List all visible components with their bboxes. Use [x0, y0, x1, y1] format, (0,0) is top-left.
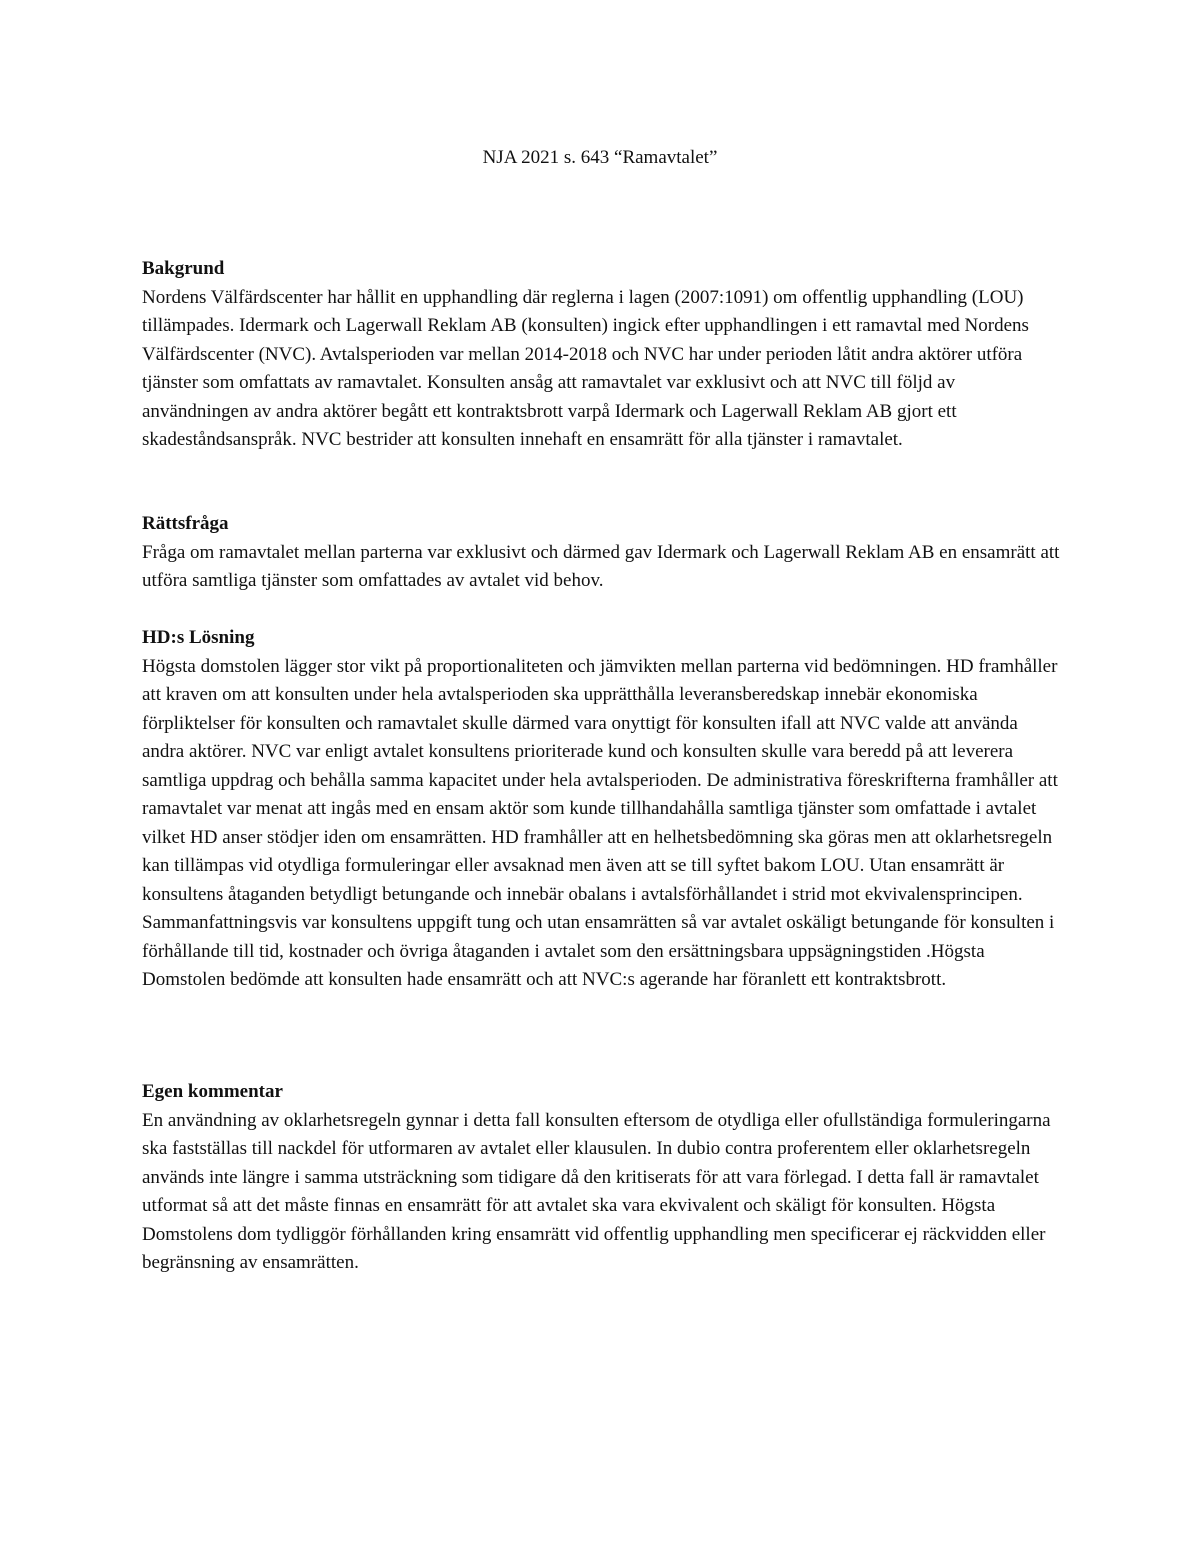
document-title: NJA 2021 s. 643 “Ramavtalet” — [482, 147, 718, 168]
section-hd-losning — [142, 624, 1062, 995]
section-body: En användning av oklarhetsregeln gynnar i detta fall konsulten eftersom de otydliga eller ofullständiga formuleringarna ska fastställas till nackdel för utformaren av avtalet eller klausulen. In dubio contra proferentem eller oklarhetsregeln används inte längre i samma utsträckning som tidigare då den kritiserats för att vara förlegad. I detta fall är ramavtalet utformat så att det måste finnas en ensamrätt för att avtalet ska vara ekvivalent och skäligt för konsulten. Högsta Domstolens dom tydliggör förhållanden kring ensamrätt vid offentlig upphandling men specificerar ej räckvidden eller begränsning av ensamrätten. — [142, 1109, 1051, 1273]
section-rattsfraga — [142, 510, 1062, 596]
section-heading: Egen kommentar — [142, 1081, 283, 1102]
section-body: Högsta domstolen lägger stor vikt på proportionaliteten och jämvikten mellan parterna vid bedömningen. HD framhåller att kraven om att konsulten under hela avtalsperioden ska upprätthålla leveransberedskap innebär ekonomiska förpliktelser för konsulten och ramavtalet skulle därmed vara onyttigt för konsulten ifall att NVC valde att använda andra aktörer. NVC var enligt avtalet konsultens prioriterade kund och konsulten skulle vara beredd på att leverera samtliga uppdrag och behålla samma kapacitet under hela avtalsperioden. De administrativa föreskrifterna framhåller att ramavtalet var menat att ingås med en ensam aktör som kunde tillhandahålla samtliga tjänster som omfattade i avtalet vilket HD anser stödjer iden om ensamrätten. HD framhåller att en helhetsbedömning ska göras men att oklarhetsregeln kan tillämpas vid otydliga formuleringar eller avsaknad men även att se till syftet bakom LOU. Utan ensamrätt är konsultens åtaganden betydligt betungande och innebär obalans i avtalsförhållandet i strid mot ekvivalensprincipen. Sammanfattningsvis var konsultens uppgift tung och utan ensamrätten så var avtalet oskäligt betungande för konsulten i förhållande till tid, kostnader och övriga åtaganden i avtalet som den ersättningsbara uppsägningstiden .Högsta Domstolen bedömde att konsulten hade ensamrätt och att NVC:s agerande har föranlett ett kontraktsbrott. — [142, 655, 1058, 990]
section-body: Fråga om ramavtalet mellan parterna var exklusivt och därmed gav Idermark och Lagerwall Reklam AB en ensamrätt att utföra samtliga tjänster som omfattades av avtalet vid behov. — [142, 541, 1060, 591]
section-heading: Rättsfråga — [142, 513, 229, 534]
section-bakgrund — [142, 255, 1062, 455]
section-heading: HD:s Lösning — [142, 627, 255, 648]
section-egen-kommentar — [142, 1078, 1062, 1278]
section-body: Nordens Välfärdscenter har hållit en upphandling där reglerna i lagen (2007:1091) om offentlig upphandling (LOU) tillämpades. Idermark och Lagerwall Reklam AB (konsulten) ingick efter upphandlingen i ett ramavtal med Nordens Välfärdscenter (NVC). Avtalsperioden var mellan 2014-2018 och NVC har under perioden låtit andra aktörer utföra tjänster som omfattats av ramavtalet. Konsulten ansåg att ramavtalet var exklusivt och att NVC till följd av användningen av andra aktörer begått ett kontraktsbrott varpå Idermark och Lagerwall Reklam AB gjort ett skadeståndsanspråk. NVC bestrider att konsulten innehaft en ensamrätt för alla tjänster i ramavtalet. — [142, 286, 1029, 450]
section-heading: Bakgrund — [142, 258, 225, 279]
